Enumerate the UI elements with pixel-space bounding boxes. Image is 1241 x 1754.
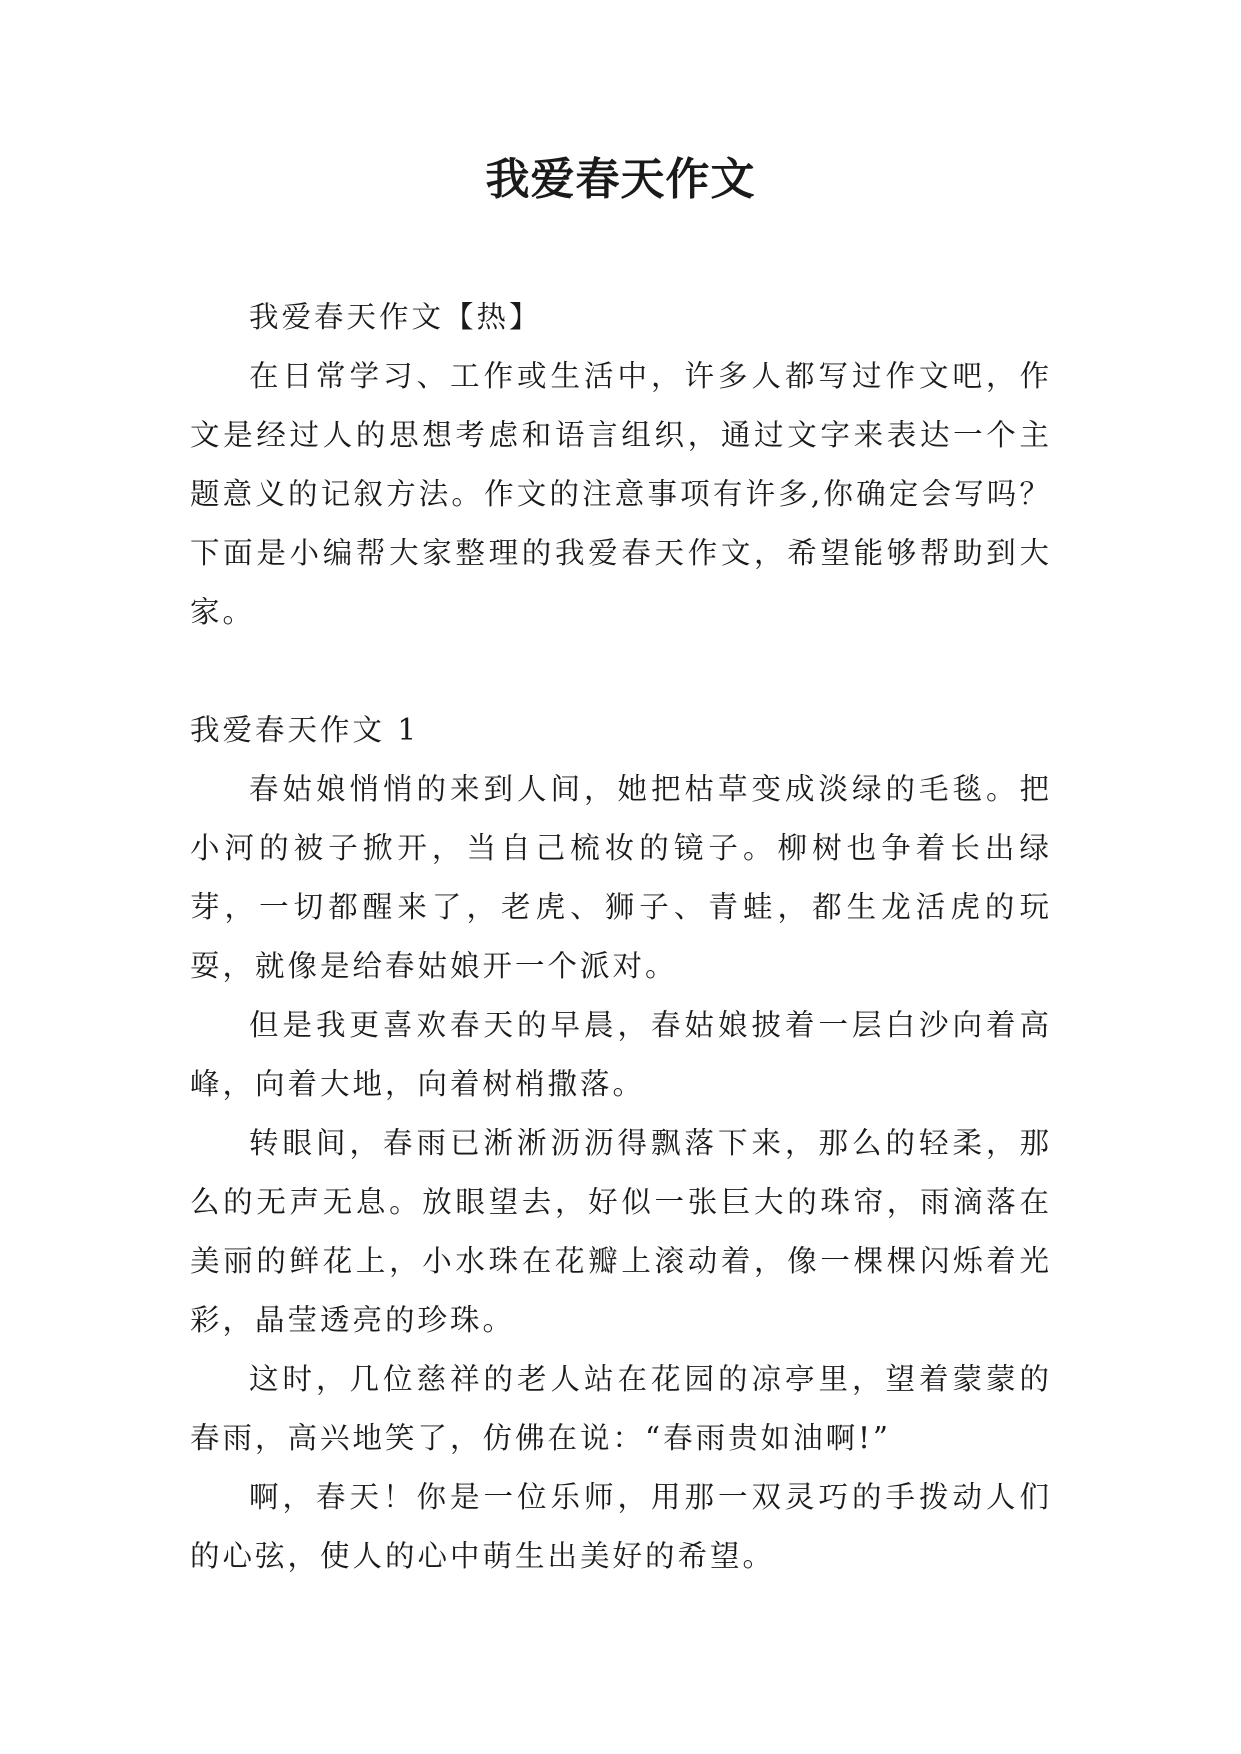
subtitle-paragraph: 我爱春天作文【热】 (249, 300, 542, 334)
section-heading: 我爱春天作文 1 (190, 713, 420, 747)
paragraph-spacer (190, 642, 1052, 701)
body-paragraph: 啊，春天！你是一位乐师，用那一双灵巧的手拨动人们的心弦，使人的心中萌生出美好的希望。 (190, 1480, 1052, 1573)
body-paragraph: 春姑娘悄悄的来到人间，她把枯草变成淡绿的毛毯。把小河的被子掀开，当自己梳妆的镜子。柳树也争着长出绿芽，一切都醒来了，老虎、狮子、青蛙，都生龙活虎的玩耍，就像是给春姑娘开一个派对。 (190, 772, 1052, 983)
body-paragraph: 但是我更喜欢春天的早晨，春姑娘披着一层白沙向着高峰，向着大地，向着树梢撒落。 (190, 1008, 1052, 1101)
body-paragraph: 这时，几位慈祥的老人站在花园的凉亭里，望着蒙蒙的春雨，高兴地笑了，仿佛在说：“春雨贵如油啊!” (190, 1362, 1052, 1455)
document-title: 我爱春天作文 (485, 154, 756, 205)
intro-paragraph: 在日常学习、工作或生活中，许多人都写过作文吧，作文是经过人的思想考虑和语言组织，通过文字来表达一个主题意义的记叙方法。作文的注意事项有许多,你确定会写吗？下面是小编帮大家整理的我爱春天作文，希望能够帮助到大家。 (190, 359, 1052, 629)
body-paragraph: 转眼间，春雨已淅淅沥沥得飘落下来，那么的轻柔，那么的无声无息。放眼望去，好似一张巨大的珠帘，雨滴落在美丽的鲜花上，小水珠在花瓣上滚动着，像一棵棵闪烁着光彩，晶莹透亮的珍珠。 (190, 1126, 1052, 1337)
document-body (190, 288, 1052, 1586)
